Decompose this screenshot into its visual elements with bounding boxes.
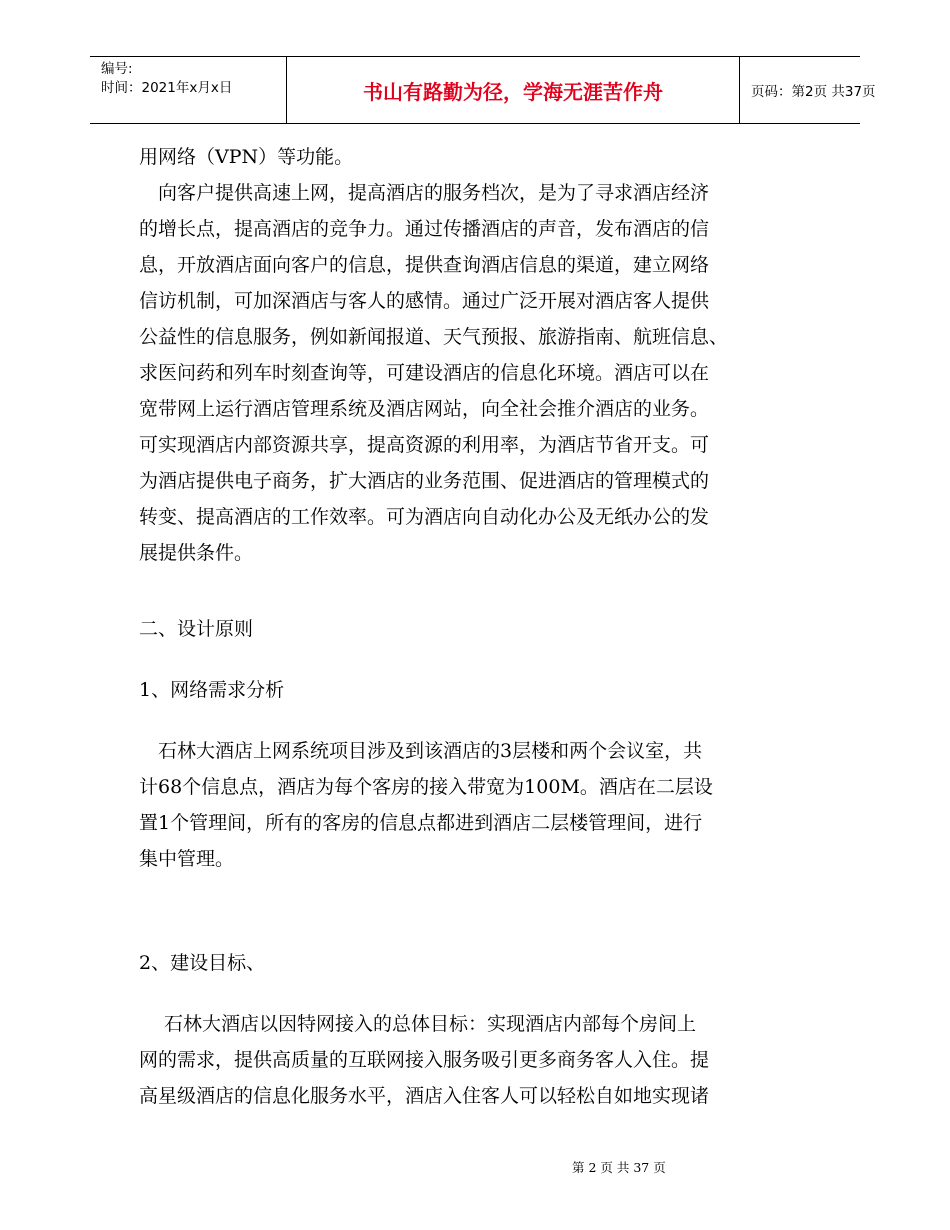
body-line: 计68个信息点，酒店为每个客房的接入带宽为100M。酒店在二层设	[139, 776, 713, 798]
body-line: 用网络（VPN）等功能。	[139, 146, 354, 168]
header-page-info: 页码：第2页 共37页	[751, 84, 876, 100]
page-header	[90, 56, 876, 124]
body-line: 公益性的信息服务，例如新闻报道、天气预报、旅游指南、航班信息、	[139, 326, 729, 348]
body-line: 展提供条件。	[139, 542, 254, 564]
document-number-label: 编号:	[101, 61, 133, 77]
body-line: 高星级酒店的信息化服务水平，酒店入住客人可以轻松自如地实现诸	[139, 1085, 710, 1107]
body-line: 可实现酒店内部资源共享，提高资源的利用率，为酒店节省开支。可	[139, 434, 710, 456]
body-line: 信访机制，可加深酒店与客人的感情。通过广泛开展对酒店客人提供	[139, 290, 710, 312]
body-line: 为酒店提供电子商务，扩大酒店的业务范围、促进酒店的管理模式的	[139, 470, 710, 492]
body-line: 息，开放酒店面向客户的信息，提供查询酒店信息的渠道，建立网络	[139, 254, 710, 276]
page-footer: 第 2 页 共 37 页	[572, 1160, 666, 1175]
header-meta	[101, 60, 291, 98]
body-line: 网的需求，提供高质量的互联网接入服务吸引更多商务客人入住。提	[139, 1049, 710, 1071]
body-line: 求医问药和列车时刻查询等，可建设酒店的信息化环境。酒店可以在	[139, 362, 710, 384]
body-line: 置1个管理间，所有的客房的信息点都进到酒店二层楼管理间，进行	[139, 812, 703, 834]
subsection-heading: 1、网络需求分析	[139, 679, 285, 701]
subsection-heading: 2、建设目标、	[139, 952, 266, 974]
body-line: 转变、提高酒店的工作效率。可为酒店向自动化办公及无纸办公的发	[139, 506, 710, 528]
section-heading: 二、设计原则	[139, 618, 254, 640]
body-line: 石林大酒店以因特网接入的总体目标：实现酒店内部每个房间上	[139, 1013, 697, 1035]
body-line: 集中管理。	[139, 848, 235, 870]
body-line: 的增长点，提高酒店的竞争力。通过传播酒店的声音，发布酒店的信	[139, 218, 710, 240]
body-line: 宽带网上运行酒店管理系统及酒店网站，向全社会推介酒店的业务。	[139, 398, 710, 420]
body-line: 向客户提供高速上网，提高酒店的服务档次，是为了寻求酒店经济	[139, 182, 710, 204]
header-motto: 书山有路勤为径，学海无涯苦作舟	[286, 57, 740, 123]
body-line: 石林大酒店上网系统项目涉及到该酒店的3层楼和两个会议室，共	[139, 740, 703, 762]
document-time: 时间：2021年x月x日	[101, 80, 233, 96]
